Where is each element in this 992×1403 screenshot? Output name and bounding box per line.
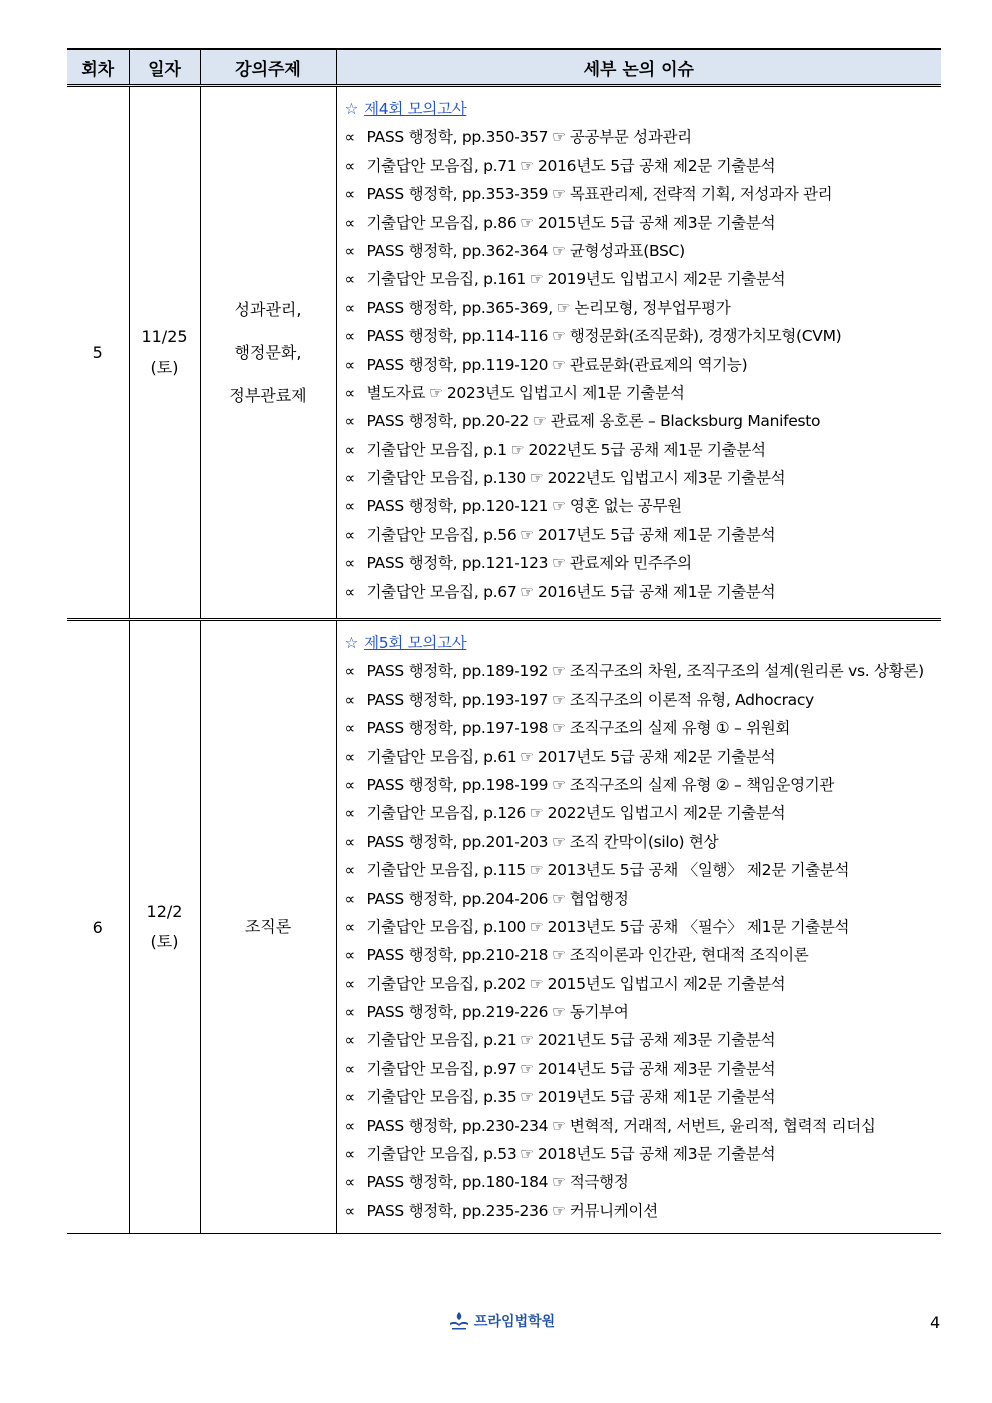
issue-description: 관료문화(관료제의 역기능) — [569, 355, 748, 374]
proportional-bullet-icon: ∝ — [344, 690, 355, 709]
proportional-bullet-icon: ∝ — [344, 213, 355, 232]
issue-source: 기출답안 모음집, p.115 — [366, 861, 526, 880]
issue-description: 논리모형, 정부업무평가 — [574, 298, 731, 317]
issue-item — [345, 464, 942, 492]
issue-item — [345, 1168, 942, 1196]
issue-description: 2022년도 입법고시 제3문 기출분석 — [547, 469, 786, 488]
pointing-hand-icon: ☞ — [529, 861, 544, 880]
pointing-hand-icon: ☞ — [552, 889, 566, 908]
pointing-hand-icon: ☞ — [520, 747, 534, 766]
issue-item — [345, 180, 942, 208]
pointing-hand-icon: ☞ — [552, 1003, 566, 1022]
issue-item — [345, 1197, 942, 1225]
pointing-hand-icon: ☞ — [552, 832, 566, 851]
issue-source: 기출답안 모음집, p.126 — [366, 804, 526, 823]
issue-description: 2013년도 5급 공채 〈필수〉 제1문 기출분석 — [547, 917, 850, 936]
issue-description: 2019년도 5급 공채 제1문 기출분석 — [538, 1088, 776, 1107]
issue-item — [345, 743, 942, 771]
topic-line: 정부관료제 — [229, 385, 307, 405]
proportional-bullet-icon: ∝ — [344, 298, 355, 317]
pointing-hand-icon: ☞ — [552, 690, 566, 709]
proportional-bullet-icon: ∝ — [344, 469, 355, 488]
mock-exam-link[interactable] — [345, 629, 942, 657]
pointing-hand-icon: ☞ — [529, 469, 544, 488]
session-date — [129, 86, 200, 620]
issue-source: 기출답안 모음집, p.202 — [366, 974, 526, 993]
pointing-hand-icon: ☞ — [520, 1059, 534, 1078]
issue-source: PASS 행정학, pp.230-234 — [366, 1116, 549, 1135]
date-value: 11/25 — [141, 327, 188, 347]
issue-list — [345, 657, 942, 1225]
topic-line: 행정문화, — [234, 342, 302, 362]
mock-exam-link[interactable] — [345, 95, 942, 123]
issue-source: 기출답안 모음집, p.1 — [366, 440, 507, 459]
proportional-bullet-icon: ∝ — [344, 383, 355, 402]
proportional-bullet-icon: ∝ — [344, 775, 355, 794]
issue-description: 영혼 없는 공무원 — [569, 497, 682, 516]
issue-source: PASS 행정학, pp.235-236 — [366, 1201, 549, 1220]
issue-source: PASS 행정학, pp.362-364 — [366, 241, 549, 260]
pointing-hand-icon: ☞ — [520, 213, 534, 232]
issue-source: 기출답안 모음집, p.56 — [366, 525, 517, 544]
issue-description: 2016년도 5급 공채 제1문 기출분석 — [538, 582, 776, 601]
issue-description: 관료제 옹호론 – Blacksburg Manifesto — [550, 412, 821, 431]
proportional-bullet-icon: ∝ — [344, 156, 355, 175]
issue-description: 2017년도 5급 공채 제1문 기출분석 — [538, 525, 776, 544]
header-session: 회차 — [67, 49, 129, 86]
session-number: 6 — [67, 620, 129, 1234]
issue-source: 기출답안 모음집, p.67 — [366, 582, 517, 601]
issue-item — [345, 1083, 942, 1111]
date-value: 12/2 — [146, 901, 183, 921]
proportional-bullet-icon: ∝ — [344, 412, 355, 431]
issue-source: PASS 행정학, pp.204-206 — [366, 889, 549, 908]
issue-item — [345, 686, 942, 714]
pointing-hand-icon: ☞ — [533, 412, 547, 431]
proportional-bullet-icon: ∝ — [344, 270, 355, 289]
issue-description: 조직구조의 이론적 유형, Adhocracy — [569, 690, 814, 709]
issue-item — [345, 941, 942, 969]
pointing-hand-icon: ☞ — [510, 440, 525, 459]
issue-source: 기출답안 모음집, p.100 — [366, 917, 526, 936]
issue-item — [345, 152, 942, 180]
issue-source: PASS 행정학, pp.114-116 — [366, 327, 549, 346]
proportional-bullet-icon: ∝ — [344, 889, 355, 908]
pointing-hand-icon: ☞ — [556, 298, 571, 317]
issue-source: PASS 행정학, pp.201-203 — [366, 832, 549, 851]
session-number: 5 — [67, 86, 129, 620]
pointing-hand-icon: ☞ — [552, 554, 566, 573]
issue-description: 동기부여 — [569, 1003, 629, 1022]
proportional-bullet-icon: ∝ — [344, 719, 355, 738]
issue-description: 공공부문 성과관리 — [569, 128, 692, 147]
pointing-hand-icon: ☞ — [529, 270, 544, 289]
pointing-hand-icon: ☞ — [520, 1145, 534, 1164]
pointing-hand-icon: ☞ — [520, 1088, 534, 1107]
issue-source: PASS 행정학, pp.350-357 — [366, 128, 549, 147]
issue-source: 기출답안 모음집, p.53 — [366, 1145, 517, 1164]
page-number: 4 — [930, 1313, 941, 1332]
proportional-bullet-icon: ∝ — [344, 355, 355, 374]
proportional-bullet-icon: ∝ — [344, 1088, 355, 1107]
proportional-bullet-icon: ∝ — [344, 241, 355, 260]
pointing-hand-icon: ☞ — [520, 1031, 534, 1050]
proportional-bullet-icon: ∝ — [344, 832, 355, 851]
proportional-bullet-icon: ∝ — [344, 917, 355, 936]
issue-source: PASS 행정학, pp.198-199 — [366, 775, 549, 794]
issue-item — [345, 407, 942, 435]
proportional-bullet-icon: ∝ — [344, 554, 355, 573]
issue-item — [345, 1140, 942, 1168]
proportional-bullet-icon: ∝ — [344, 582, 355, 601]
proportional-bullet-icon: ∝ — [344, 1173, 355, 1192]
proportional-bullet-icon: ∝ — [344, 185, 355, 204]
issue-description: 2023년도 입법고시 제1문 기출분석 — [446, 383, 685, 402]
pointing-hand-icon: ☞ — [552, 662, 566, 681]
pointing-hand-icon: ☞ — [552, 719, 566, 738]
issue-description: 균형성과표(BSC) — [569, 241, 685, 260]
detail-issues — [336, 86, 941, 620]
issue-description: 2015년도 5급 공채 제3문 기출분석 — [538, 213, 776, 232]
issue-source: PASS 행정학, pp.353-359 — [366, 185, 549, 204]
session-date — [129, 620, 200, 1234]
issue-item — [345, 237, 942, 265]
issue-item — [345, 885, 942, 913]
pointing-hand-icon: ☞ — [529, 804, 544, 823]
session-row-6 — [67, 620, 941, 1234]
issue-description: 조직이론과 인간관, 현대적 조직이론 — [569, 946, 809, 965]
pointing-hand-icon: ☞ — [520, 525, 534, 544]
issue-item — [345, 549, 942, 577]
issue-description: 행정문화(조직문화), 경쟁가치모형(CVM) — [569, 327, 842, 346]
detail-issues — [336, 620, 941, 1234]
lecture-topic — [200, 86, 336, 620]
proportional-bullet-icon: ∝ — [344, 440, 355, 459]
issue-item — [345, 799, 942, 827]
proportional-bullet-icon: ∝ — [344, 861, 355, 880]
schedule-table — [67, 48, 941, 1234]
issue-description: 조직구조의 차원, 조직구조의 설계(원리론 vs. 상황론) — [569, 662, 924, 681]
issue-item — [345, 322, 942, 350]
issue-source: PASS 행정학, pp.365-369, — [366, 298, 553, 317]
issue-description: 2021년도 5급 공채 제3문 기출분석 — [538, 1031, 776, 1050]
proportional-bullet-icon: ∝ — [344, 1201, 355, 1220]
star-icon: ☆ — [344, 100, 359, 118]
issue-source: PASS 행정학, pp.210-218 — [366, 946, 549, 965]
issue-source: PASS 행정학, pp.119-120 — [366, 355, 549, 374]
issue-source: 기출답안 모음집, p.161 — [366, 270, 526, 289]
header-topic: 강의주제 — [200, 49, 336, 86]
issue-item — [345, 436, 942, 464]
issue-source: 기출답안 모음집, p.35 — [366, 1088, 517, 1107]
issue-description: 2019년도 입법고시 제2문 기출분석 — [547, 270, 786, 289]
mock-exam-title: 제4회 모의고사 — [364, 100, 467, 118]
star-icon: ☆ — [344, 634, 359, 652]
issue-item — [345, 294, 942, 322]
pointing-hand-icon: ☞ — [552, 1201, 566, 1220]
issue-source: 기출답안 모음집, p.21 — [366, 1031, 517, 1050]
topic-line: 조직론 — [244, 917, 292, 937]
pointing-hand-icon: ☞ — [552, 775, 566, 794]
pointing-hand-icon: ☞ — [520, 156, 534, 175]
issue-item — [345, 379, 942, 407]
mock-exam-title: 제5회 모의고사 — [364, 634, 467, 652]
issue-description: 2018년도 5급 공채 제3문 기출분석 — [538, 1145, 776, 1164]
footer-logo — [448, 1310, 555, 1332]
lecture-topic — [200, 620, 336, 1234]
proportional-bullet-icon: ∝ — [344, 1031, 355, 1050]
date-weekday: (토) — [150, 357, 179, 377]
proportional-bullet-icon: ∝ — [344, 128, 355, 147]
pointing-hand-icon: ☞ — [552, 185, 566, 204]
topic-line: 성과관리, — [234, 299, 302, 319]
issue-item — [345, 970, 942, 998]
issue-source: PASS 행정학, pp.197-198 — [366, 719, 549, 738]
issue-item — [345, 828, 942, 856]
proportional-bullet-icon: ∝ — [344, 1116, 355, 1135]
proportional-bullet-icon: ∝ — [344, 804, 355, 823]
issue-description: 2013년도 5급 공채 〈일행〉 제2문 기출분석 — [547, 861, 850, 880]
issue-description: 커뮤니케이션 — [569, 1201, 658, 1220]
proportional-bullet-icon: ∝ — [344, 747, 355, 766]
issue-item — [345, 521, 942, 549]
issue-item — [345, 657, 942, 685]
proportional-bullet-icon: ∝ — [344, 974, 355, 993]
issue-item — [345, 492, 942, 520]
pointing-hand-icon: ☞ — [552, 241, 566, 260]
issue-source: 별도자료 — [366, 383, 426, 402]
date-weekday: (토) — [150, 932, 179, 952]
issue-item — [345, 771, 942, 799]
pointing-hand-icon: ☞ — [552, 128, 566, 147]
pointing-hand-icon: ☞ — [552, 327, 566, 346]
issue-source: 기출답안 모음집, p.130 — [366, 469, 526, 488]
proportional-bullet-icon: ∝ — [344, 327, 355, 346]
issue-source: PASS 행정학, pp.189-192 — [366, 662, 549, 681]
pointing-hand-icon: ☞ — [552, 497, 566, 516]
issue-description: 관료제와 민주주의 — [569, 554, 692, 573]
issue-list — [345, 123, 942, 606]
pointing-hand-icon: ☞ — [429, 383, 443, 402]
issue-item — [345, 123, 942, 151]
issue-item — [345, 209, 942, 237]
issue-item — [345, 1026, 942, 1054]
issue-source: 기출답안 모음집, p.86 — [366, 213, 517, 232]
proportional-bullet-icon: ∝ — [344, 662, 355, 681]
issue-source: PASS 행정학, pp.121-123 — [366, 554, 549, 573]
issue-description: 협업행정 — [569, 889, 629, 908]
header-details: 세부 논의 이슈 — [336, 49, 941, 86]
table-header-row — [67, 49, 941, 86]
proportional-bullet-icon: ∝ — [344, 525, 355, 544]
issue-description: 조직구조의 실제 유형 ① – 위원회 — [569, 719, 791, 738]
issue-source: 기출답안 모음집, p.97 — [366, 1059, 517, 1078]
proportional-bullet-icon: ∝ — [344, 946, 355, 965]
issue-description: 변혁적, 거래적, 서번트, 윤리적, 협력적 리더십 — [569, 1116, 876, 1135]
issue-description: 2016년도 5급 공채 제2문 기출분석 — [538, 156, 776, 175]
issue-description: 2015년도 입법고시 제2문 기출분석 — [547, 974, 786, 993]
issue-item — [345, 578, 942, 606]
issue-description: 2014년도 5급 공채 제3문 기출분석 — [538, 1059, 776, 1078]
issue-description: 조직 칸막이(silo) 현상 — [569, 832, 719, 851]
issue-item — [345, 856, 942, 884]
issue-source: PASS 행정학, pp.193-197 — [366, 690, 549, 709]
issue-source: 기출답안 모음집, p.61 — [366, 747, 517, 766]
issue-description: 2022년도 5급 공채 제1문 기출분석 — [528, 440, 766, 459]
academy-name: 프라임법학원 — [474, 1314, 556, 1330]
pointing-hand-icon: ☞ — [552, 1173, 566, 1192]
issue-source: PASS 행정학, pp.219-226 — [366, 1003, 549, 1022]
pointing-hand-icon: ☞ — [529, 917, 544, 936]
issue-item — [345, 1055, 942, 1083]
issue-item — [345, 998, 942, 1026]
pointing-hand-icon: ☞ — [529, 974, 544, 993]
pointing-hand-icon: ☞ — [552, 1116, 566, 1135]
issue-item — [345, 913, 942, 941]
issue-item — [345, 265, 942, 293]
session-row-5 — [67, 86, 941, 620]
issue-item — [345, 714, 942, 742]
issue-item — [345, 1112, 942, 1140]
issue-source: PASS 행정학, pp.180-184 — [366, 1173, 549, 1192]
issue-source: PASS 행정학, pp.120-121 — [366, 497, 549, 516]
issue-description: 조직구조의 실제 유형 ② – 책임운영기관 — [569, 775, 835, 794]
proportional-bullet-icon: ∝ — [344, 1145, 355, 1164]
issue-description: 2017년도 5급 공채 제2문 기출분석 — [538, 747, 776, 766]
proportional-bullet-icon: ∝ — [344, 497, 355, 516]
issue-item — [345, 351, 942, 379]
pointing-hand-icon: ☞ — [552, 355, 566, 374]
issue-source: 기출답안 모음집, p.71 — [366, 156, 517, 175]
proportional-bullet-icon: ∝ — [344, 1003, 355, 1022]
proportional-bullet-icon: ∝ — [344, 1059, 355, 1078]
header-date: 일자 — [129, 49, 200, 86]
academy-logo-icon — [448, 1311, 470, 1331]
issue-description: 목표관리제, 전략적 기획, 저성과자 관리 — [569, 185, 833, 204]
issue-source: PASS 행정학, pp.20-22 — [366, 412, 530, 431]
issue-description: 2022년도 입법고시 제2문 기출분석 — [547, 804, 786, 823]
pointing-hand-icon: ☞ — [552, 946, 566, 965]
issue-description: 적극행정 — [569, 1173, 629, 1192]
pointing-hand-icon: ☞ — [520, 582, 534, 601]
